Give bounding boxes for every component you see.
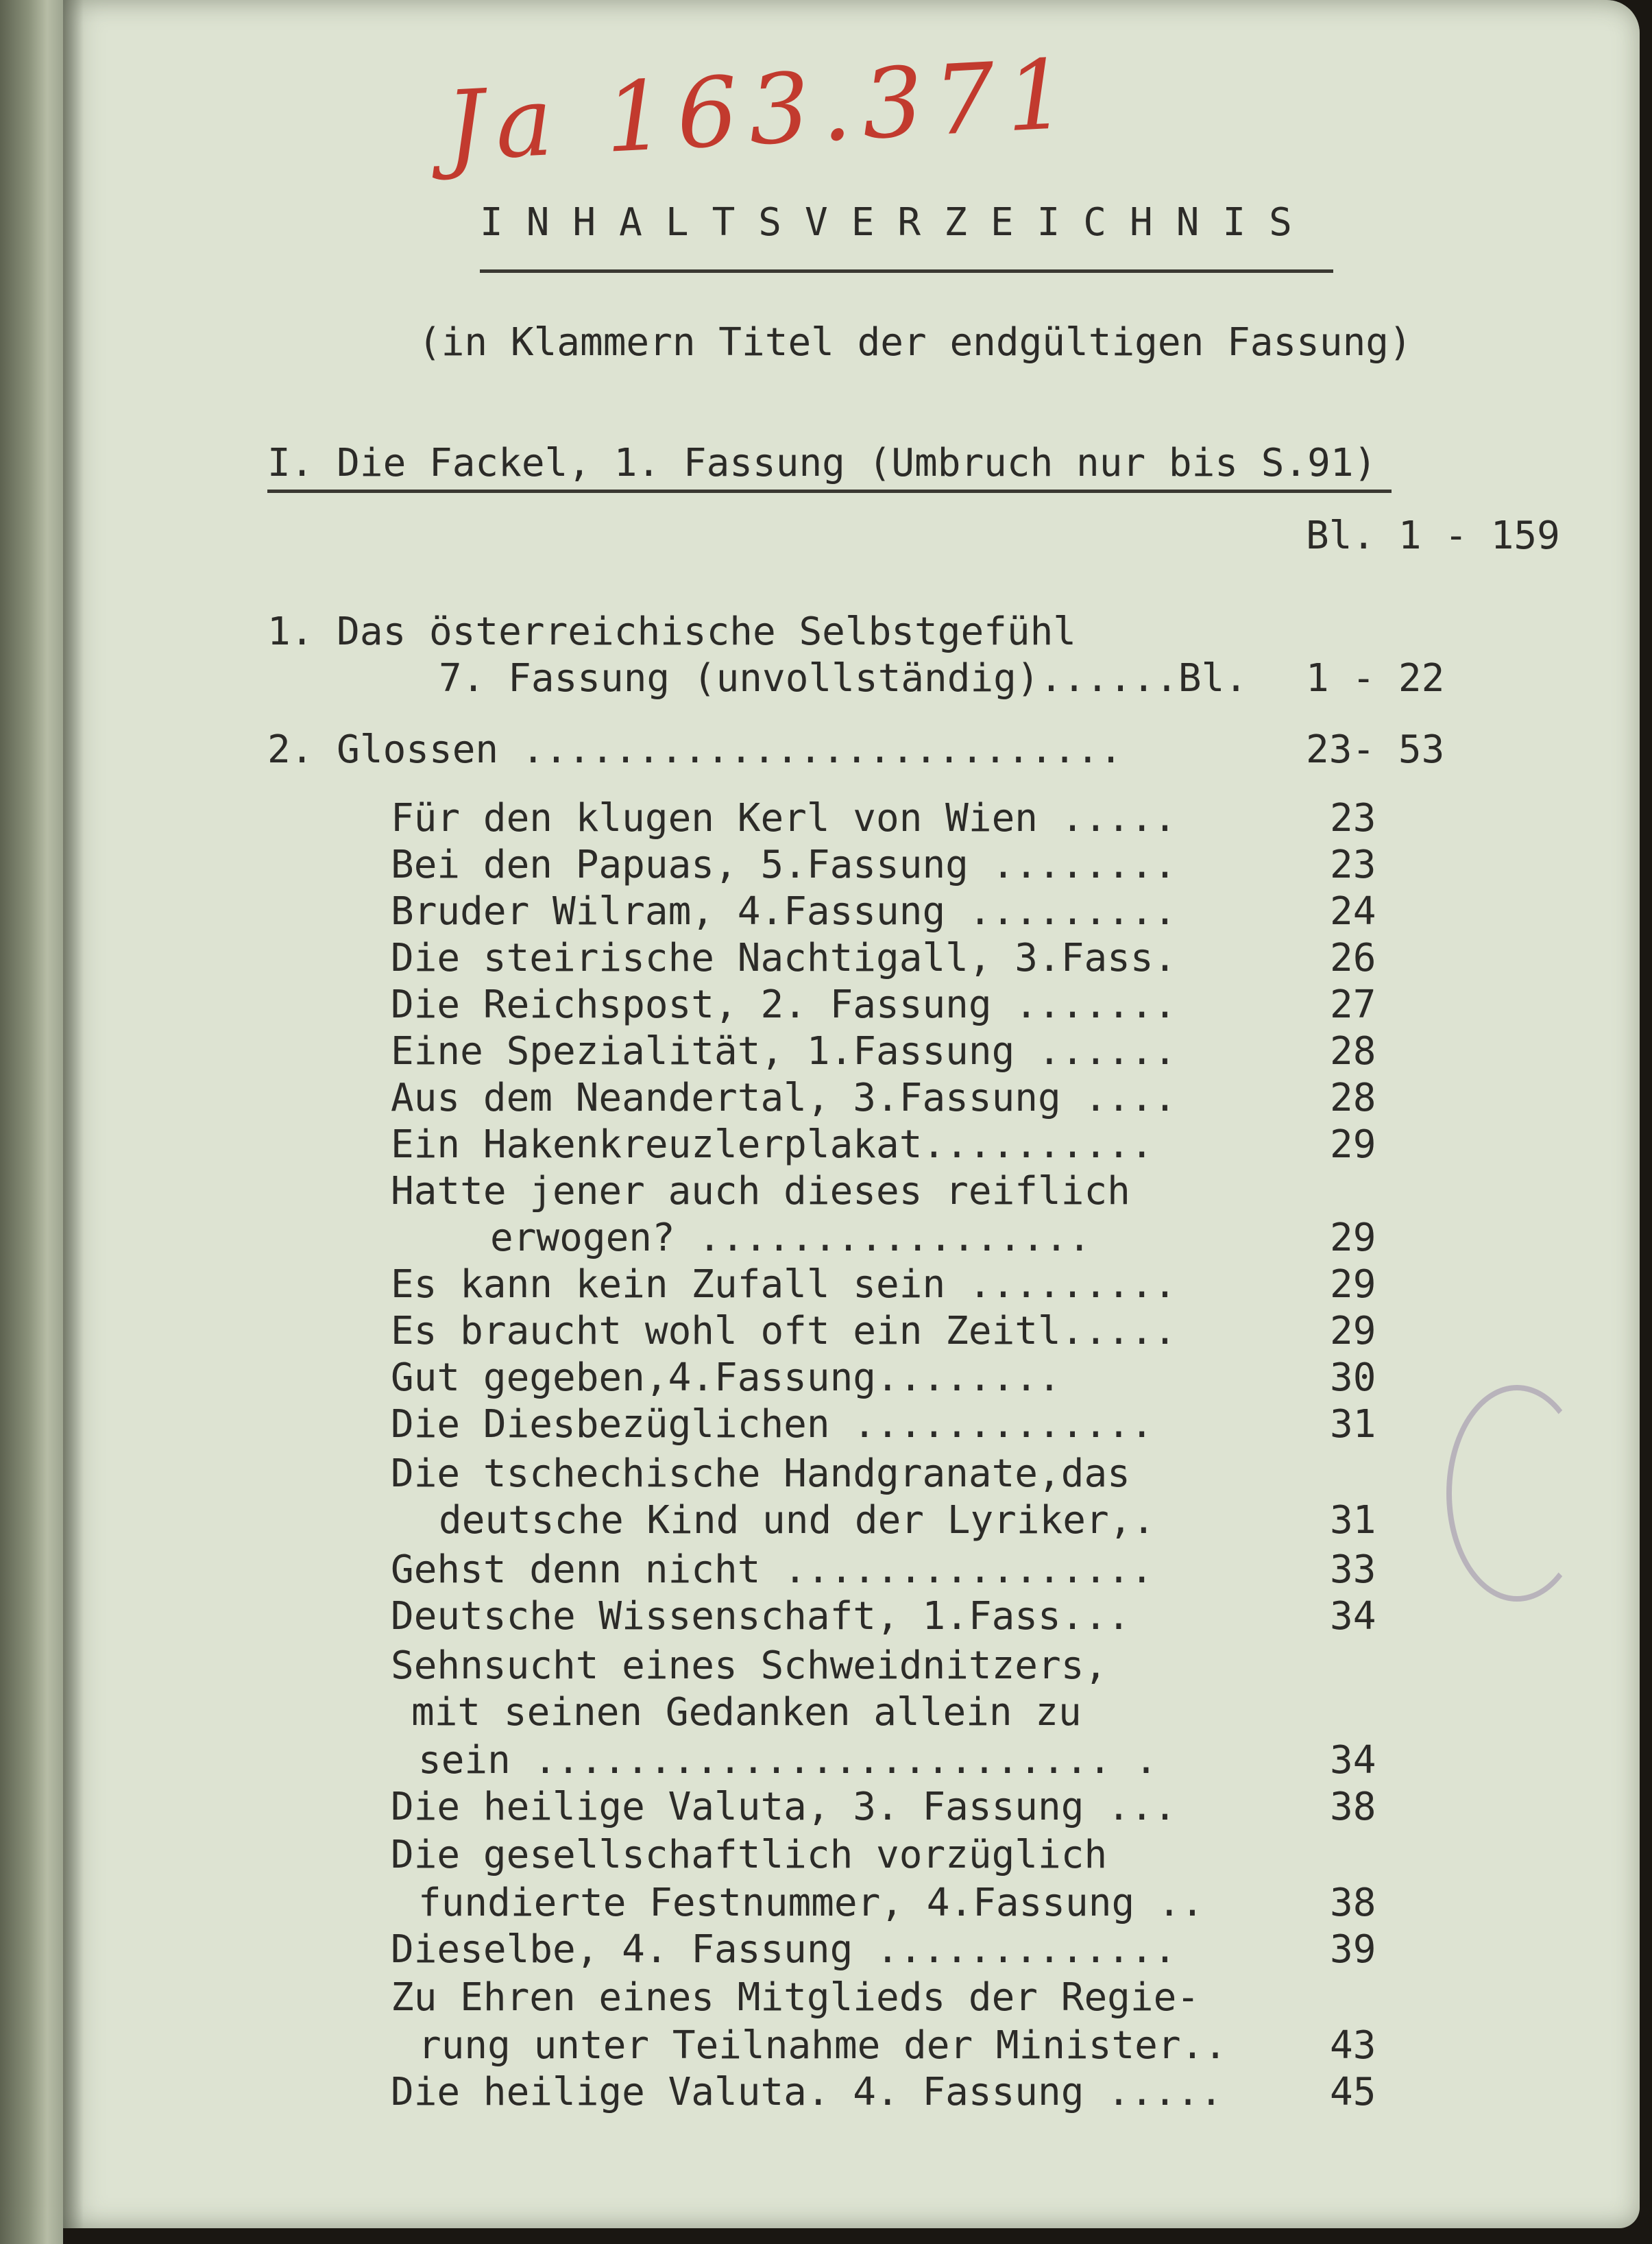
entry-page: 29	[1330, 1262, 1376, 1307]
entry-page: 30	[1330, 1355, 1376, 1400]
entry-text: Die heilige Valuta. 4. Fassung .....	[391, 2070, 1223, 2114]
entry-page: 23	[1330, 843, 1376, 887]
entry-page: 33	[1330, 1547, 1376, 1592]
entry-text: 7. Fassung (unvollständig)......Bl.	[439, 656, 1248, 701]
entry-page: 34	[1330, 1594, 1376, 1639]
entry-text: Sehnsucht eines Schweidnitzers,	[391, 1643, 1108, 1688]
entry-text: Es braucht wohl oft ein Zeitl.....	[391, 1309, 1177, 1353]
entry-page: 24	[1330, 889, 1376, 934]
entry-text: Eine Spezialität, 1.Fassung ......	[391, 1029, 1177, 1074]
entry-page: 29	[1330, 1122, 1376, 1167]
entry-text: Gut gegeben,4.Fassung........	[391, 1355, 1061, 1400]
entry-page: 26	[1330, 936, 1376, 980]
entry-text: mit seinen Gedanken allein zu	[411, 1690, 1082, 1735]
entry-page: 43	[1330, 2023, 1376, 2068]
entry-page: 38	[1330, 1785, 1376, 1829]
entry-text: Ein Hakenkreuzlerplakat..........	[391, 1122, 1154, 1167]
entry-text: Zu Ehren eines Mitglieds der Regie-	[391, 1975, 1200, 2020]
entry-text: Deutsche Wissenschaft, 1.Fass...	[391, 1594, 1130, 1639]
entry-page: 1 - 22	[1306, 656, 1445, 701]
entry-page: 29	[1330, 1309, 1376, 1353]
entry-page: 34	[1330, 1738, 1376, 1783]
entry-text: fundierte Festnummer, 4.Fassung ..	[418, 1881, 1204, 1925]
entry-text: Dieselbe, 4. Fassung .............	[391, 1927, 1177, 1972]
entry-text: deutsche Kind und der Lyriker,.	[439, 1498, 1156, 1543]
page-fold-shadow	[63, 0, 84, 2228]
entry-text: Die steirische Nachtigall, 3.Fass.	[391, 936, 1177, 980]
entry-page: 29	[1330, 1216, 1376, 1260]
entry-text: Bruder Wilram, 4.Fassung .........	[391, 889, 1177, 934]
entry-text: Die gesellschaftlich vorzüglich	[391, 1833, 1108, 1877]
entry-page: 38	[1330, 1881, 1376, 1925]
handwritten-signature: Ja 163.371	[443, 38, 1081, 184]
entry-page: 28	[1330, 1076, 1376, 1120]
subheading: (in Klammern Titel der endgültigen Fassung)	[418, 320, 1412, 365]
entry-page: 31	[1330, 1498, 1376, 1543]
entry-text: Die Diesbezüglichen .............	[391, 1402, 1154, 1447]
entry-text: Es kann kein Zufall sein .........	[391, 1262, 1177, 1307]
entry-text: Aus dem Neandertal, 3.Fassung ....	[391, 1076, 1177, 1120]
entry-page: 39	[1330, 1927, 1376, 1972]
entry-text: Die Reichspost, 2. Fassung .......	[391, 982, 1177, 1027]
entry-page: 31	[1330, 1402, 1376, 1447]
entry-text: rung unter Teilnahme der Minister..	[418, 2023, 1228, 2068]
library-stamp	[1446, 1385, 1588, 1602]
entry-text: erwogen? .................	[490, 1216, 1091, 1260]
entry-text: Die tschechische Handgranate,das	[391, 1451, 1130, 1496]
binding-strip	[0, 0, 63, 2244]
entry-text: Die heilige Valuta, 3. Fassung ...	[391, 1785, 1177, 1829]
document-heading: INHALTSVERZEICHNIS	[480, 200, 1315, 245]
entry-text: Hatte jener auch dieses reiflich	[391, 1169, 1130, 1214]
entry-text: Bei den Papuas, 5.Fassung ........	[391, 843, 1177, 887]
heading-underline	[480, 269, 1333, 273]
entry-page: 27	[1330, 982, 1376, 1027]
section-title: I. Die Fackel, 1. Fassung (Umbruch nur bis S.91)	[267, 441, 1377, 485]
entry-page: 28	[1330, 1029, 1376, 1074]
entry-text: Für den klugen Kerl von Wien .....	[391, 796, 1177, 841]
entry-page: 23- 53	[1306, 727, 1445, 772]
entry-text: 1. Das österreichische Selbstgefühl	[267, 610, 1077, 654]
section-underline	[267, 490, 1392, 493]
entry-page: 45	[1330, 2070, 1376, 2114]
section-range: Bl. 1 - 159	[1306, 514, 1560, 558]
entry-page: 23	[1330, 796, 1376, 841]
entry-text: 2. Glossen ..........................	[267, 727, 1123, 772]
entry-text: Gehst denn nicht ................	[391, 1547, 1154, 1592]
entry-text: sein ......................... .	[418, 1738, 1158, 1783]
